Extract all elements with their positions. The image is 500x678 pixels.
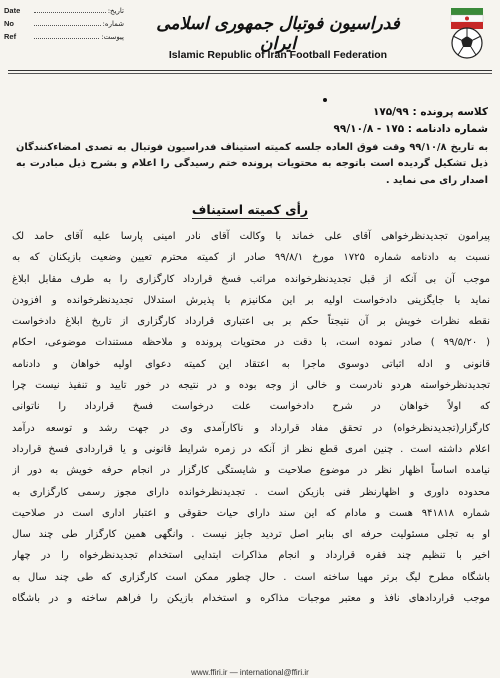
organization-name-en: Islamic Republic of Iran Football Federation — [168, 49, 388, 61]
verdict-body — [12, 226, 490, 609]
body-line: که اولاً خواهان در شرح دادخواست علت درخواست فسخ قرارداد را ناتوانی — [12, 401, 490, 413]
date-dotted-line — [34, 12, 106, 13]
number-dotted-line — [34, 25, 101, 26]
date-label-fa: تاریخ: — [107, 7, 124, 15]
verdict-number: شماره دادنامه : ۱۷۵ - ۹۹/۱۰/۸ — [333, 123, 488, 135]
number-label-fa: شماره: — [102, 20, 124, 28]
body-line: نیامده اساساً اظهار نظر در موضوع صلاحیت و شایستگی کارگزار در انجام حرفه خویش به دور از — [12, 465, 490, 477]
organization-name-fa: فدراسیون فوتبال جمهوری اسلامی ایران — [156, 14, 400, 54]
body-line: باشگاه مطرح لیگ برتر مهیا ساخته است . حال چطور ممکن است کارگزاری که طی چند سال به — [12, 571, 490, 583]
attachment-field — [4, 32, 124, 45]
body-line: نقطه نظرات خویش بر آن نتیجتاً حکم بر بی اعتباری قرارداد کارگزاری از تاریخ ابلاغ دادخواست — [12, 316, 490, 328]
date-label-en: Date — [4, 6, 21, 15]
body-line: موجب قراردادهای نافذ و معتبر موجبات مذاکره و استخدام بازیکن را فراهم ساخته و در باشگاه — [12, 593, 490, 605]
body-line: نسبت به دادنامه شماره ۱۷۲۵ مورخ ۹۹/۸/۱ صادر از کمیته محترم تعیین وضعیت بازیکنان که به — [12, 252, 490, 264]
reference-fields — [4, 6, 124, 45]
intro-paragraph: به تاریخ ۹۹/۱۰/۸ وقت فوق العاده جلسه کمیته استیناف فدراسیون فوتبال به تصدی امضاءکنندگان ذیل تشکیل گردیده است باتوجه به محتویات پرونده ختم رسیدگی را اعلام و بشرح ذیل مبادرت به اصدار رای می نماید . — [16, 142, 488, 186]
attachment-dotted-line — [34, 38, 99, 39]
ink-dot — [323, 98, 327, 102]
document-title — [0, 202, 500, 217]
body-line: نماید با جایگزینی دادخواست اولیه بر این مکانیزم با پذیرش استدلال تجدیدنظرخوانده و افزودن — [12, 294, 490, 306]
body-line: محدوده داوری و اظهارنظر فنی بازیکن است . تجدیدنظرخوانده دارای مجوز رسمی کارگزاری به — [12, 486, 490, 498]
number-label-en: No — [4, 19, 14, 28]
title-text: رأی کمیته استیناف — [191, 202, 309, 217]
body-line: موجب آن بی آنکه از قبل تجدیدنظرخوانده مراتب فسخ قرارداد کارگزاری را به طرف مقابل ابلاغ — [12, 273, 490, 285]
body-line: کارگزار(تجدیدنظرخواه) در تحقق مفاد قرارداد و ناکارآمدی وی در جهت رشد و توسعه درآمد — [12, 422, 490, 434]
body-line: او به تجلی مسئولیت حرفه ای بنابر اصل تردید جایز نیست . وانگهی همین کارگزار طی چند سال — [12, 529, 490, 541]
body-line: شماره ۹۴۱۸۱۸ هست و مادام که این سند دارای حیات حقوقی و اعتبار اداری است در صلاحیت — [12, 507, 490, 519]
header-divider-thin — [8, 73, 492, 74]
body-line: تجدیدنظرخواسته هردو نادرست و خالی از وجه بوده و در نتیجه در خور تایید و تنفیذ نیست چرا — [12, 380, 490, 392]
federation-logo-icon — [445, 6, 489, 64]
attachment-label-fa: پیوست: — [101, 33, 124, 41]
number-field — [4, 19, 124, 32]
body-line: اعلام داشته است . چنین امری قطع نظر از آنکه در زمره شرایط قانونی و یا قراردادی فسخ قرارداد — [12, 443, 490, 455]
footer-contact: www.ffiri.ir — international@ffiri.ir — [191, 668, 309, 677]
body-line: ( ۹۹/۵/۲۰ ) صادر نموده است، با دقت در محتویات پرونده و ملاحظه مستندات موضوعی، احکام — [12, 337, 490, 349]
case-number: کلاسه پرونده : ۱۷۵/۹۹ — [372, 106, 488, 118]
date-field — [4, 6, 124, 19]
header-divider — [8, 70, 492, 71]
body-line: قانونی و ادله اثباتی دوسوی ماجرا به اعتقاد این کمیته دعوای اولیه خواهان و دادنامه — [12, 358, 490, 370]
body-line: پیرامون تجدیدنظرخواهی آقای علی خماند با وکالت آقای نادر امینی پارسا علیه آقای حامد لک — [12, 231, 490, 242]
attachment-label-en: Ref — [4, 32, 17, 41]
body-line: اخیر با تنظیم چند فقره قرارداد و انجام مذاکرات ابتدایی استخدام تجدیدنظرخواه را در چهار — [12, 550, 490, 562]
